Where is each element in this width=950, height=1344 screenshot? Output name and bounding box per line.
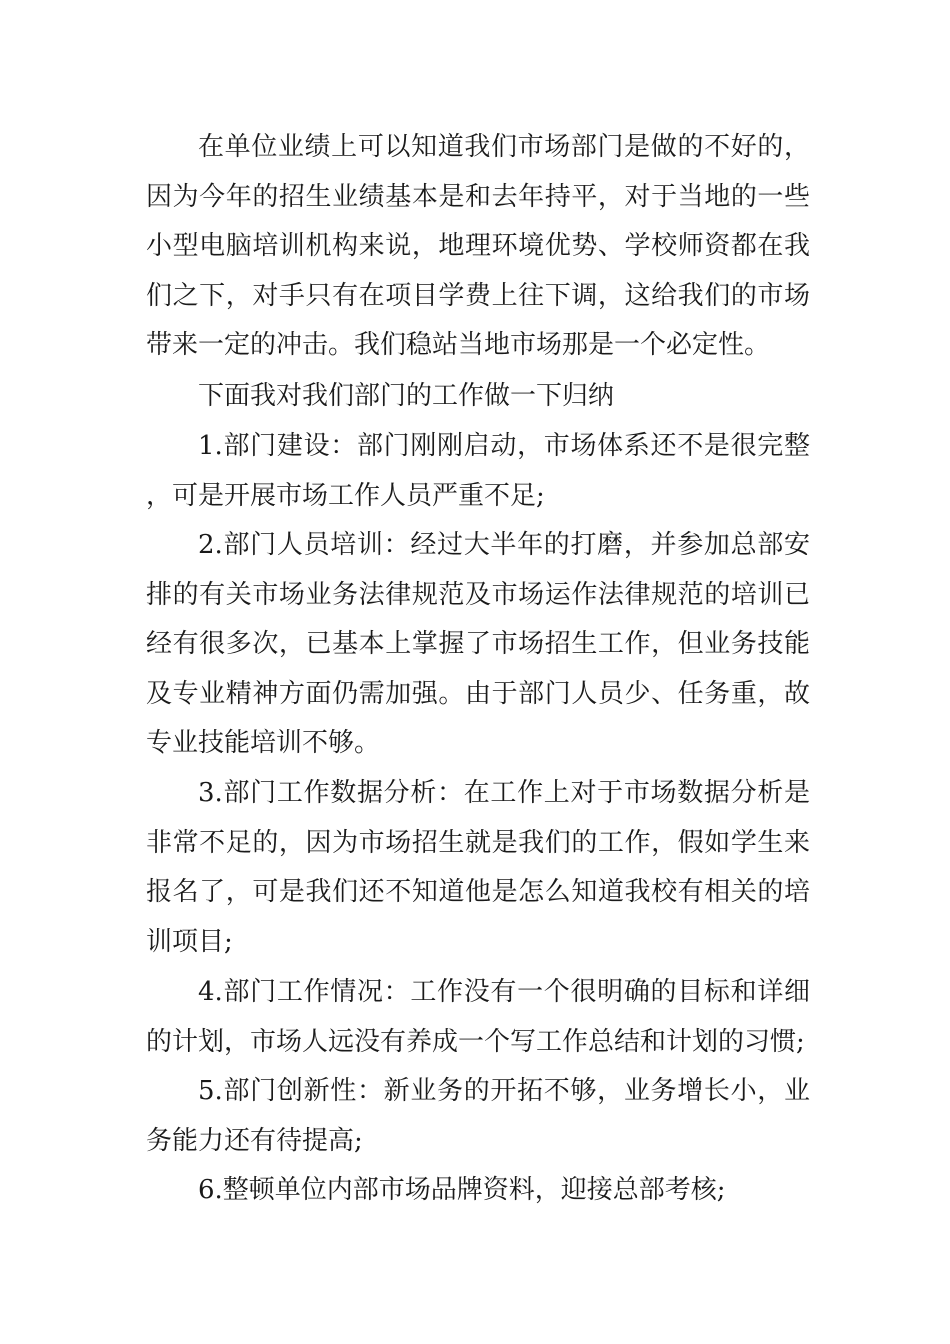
list-item-5: 5.部门创新性：新业务的开拓不够，业务增长小，业务能力还有待提高; [146, 1076, 810, 1156]
paragraph-intro: 在单位业绩上可以知道我们市场部门是做的不好的，因为今年的招生业绩基本是和去年持平，对于当地的一些小型电脑培训机构来说，地理环境优势、学校师资都在我们之下，对手只有在项目学费上往下调，这给我们的市场带来一定的冲击。我们稳站当地市场那是一个必定性。 [146, 132, 810, 361]
list-item-3: 3.部门工作数据分析：在工作上对于市场数据分析是非常不足的，因为市场招生就是我们的工作，假如学生来报名了，可是我们还不知道他是怎么知道我校有相关的培训项目; [146, 778, 810, 957]
paragraph-summary-lead: 下面我对我们部门的工作做一下归纳 [198, 381, 615, 411]
list-item-4: 4.部门工作情况：工作没有一个很明确的目标和详细的计划，市场人远没有养成一个写工作总结和计划的习惯; [146, 977, 810, 1057]
list-item-6: 6.整顿单位内部市场品牌资料，迎接总部考核; [198, 1175, 726, 1205]
list-item-1: 1.部门建设：部门刚刚启动，市场体系还不是很完整，可是开展市场工作人员严重不足; [146, 431, 810, 511]
list-item-2: 2.部门人员培训：经过大半年的打磨，并参加总部安排的有关市场业务法律规范及市场运作法律规范的培训已经有很多次，已基本上掌握了市场招生工作，但业务技能及专业精神方面仍需加强。由于部门人员少、任务重，故专业技能培训不够。 [146, 530, 810, 759]
